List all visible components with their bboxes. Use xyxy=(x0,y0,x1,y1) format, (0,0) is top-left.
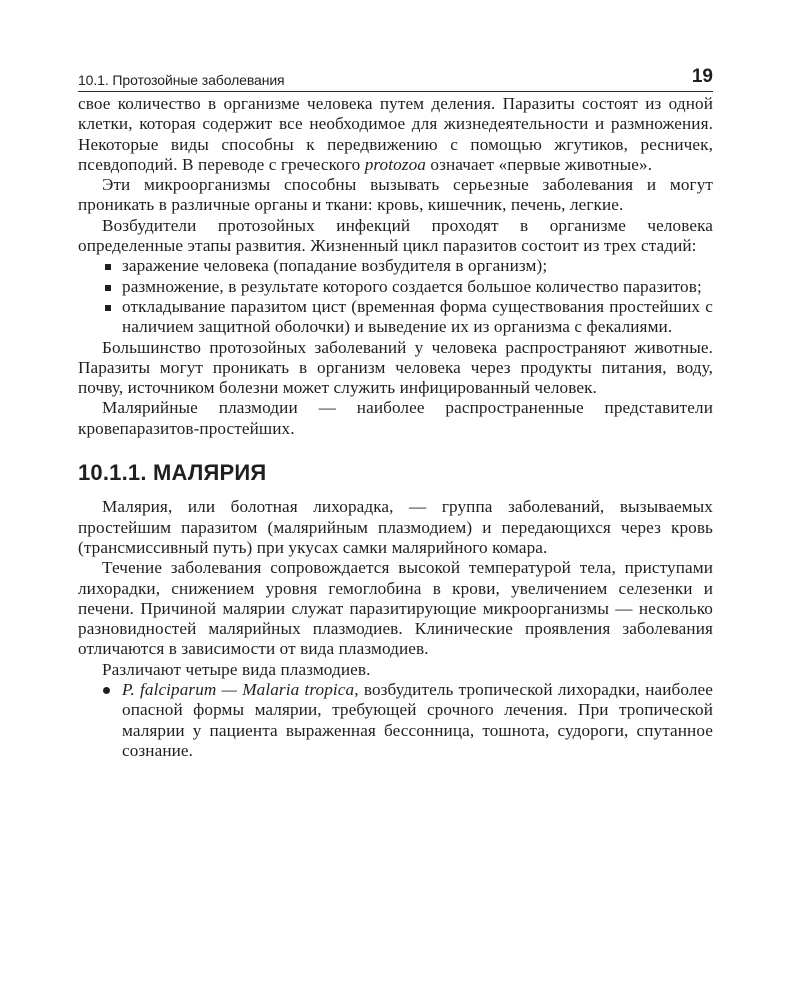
malaria-paragraph-3: Различают четыре вида плазмодиев. xyxy=(102,659,371,679)
protozoa-term: protozoa xyxy=(364,154,426,174)
page-number: 19 xyxy=(691,66,713,87)
life-cycle-stages-list xyxy=(78,256,713,337)
intro-paragraph-1-text: свое количество в организме человека путем деления. Паразиты состоят из одной клетки, которая содержит все необходимое для жизнедеятельности и размножения. Некоторые виды способны к передвижению с помощью жгутиков, ресничек, псевдоподий. В переводе с греческого xyxy=(78,94,713,174)
intro-paragraph-5: Малярийные плазмодии — наиболее распространенные представители кровепаразитов-простейших. xyxy=(78,398,713,438)
body-text xyxy=(78,94,713,761)
intro-paragraph-1-tail: означает «первые животные». xyxy=(425,154,653,174)
list-item: заражение человека (попадание возбудителя в организм); xyxy=(102,256,713,276)
running-head xyxy=(78,66,713,92)
plasmodium-species-list xyxy=(78,680,713,761)
intro-paragraph-2: Эти микроорганизмы способны вызывать серьезные заболевания и могут проникать в различные органы и ткани: кровь, кишечник, печень, легкие. xyxy=(78,175,713,215)
section-heading: 10.1.1. МАЛЯРИЯ xyxy=(78,460,267,486)
intro-paragraph-1 xyxy=(78,94,713,175)
list-item: размножение, в результате которого создается большое количество паразитов; xyxy=(102,277,713,297)
species-name: P. falciparum — Malaria tropica xyxy=(122,680,355,700)
species-description: , возбудитель тропической лихорадки, наиболее опасной формы малярии, требующей срочного лечения. При тропической малярии у пациента выраженная бессонница, тошнота, судороги, спутанное сознание. xyxy=(122,680,713,760)
list-item: откладывание паразитом цист (временная форма существования простейших с наличием защитной оболочки) и выведение их из организма с фекалиями. xyxy=(102,297,713,338)
intro-paragraph-4: Большинство протозойных заболеваний у человека распространяют животные. Паразиты могут проникать в организм человека через продукты питания, воду, почву, источником болезни может служить инфицированный человек. xyxy=(78,337,713,398)
intro-paragraph-3: Возбудители протозойных инфекций проходят в организме человека определенные этапы развития. Жизненный цикл паразитов состоит из трех стадий: xyxy=(78,215,713,256)
list-item xyxy=(102,680,713,761)
malaria-paragraph-1: Малярия, или болотная лихорадка, — группа заболеваний, вызываемых простейшим паразитом (малярийным плазмодием) и передающихся через кровь (трансмиссивный путь) при укусах самки малярийного комара. xyxy=(78,497,713,557)
chapter-title: 10.1. Протозойные заболевания xyxy=(78,72,285,88)
malaria-paragraph-2: Течение заболевания сопровождается высокой температурой тела, приступами лихорадки, снижением уровня гемоглобина в крови, увеличением селезенки и печени. Причиной малярии служат паразитирующие микроорганизмы — несколько разновидностей малярийных плазмодиев. Клинические проявления заболевания отличаются в зависимости от вида плазмодиев. xyxy=(78,558,713,659)
